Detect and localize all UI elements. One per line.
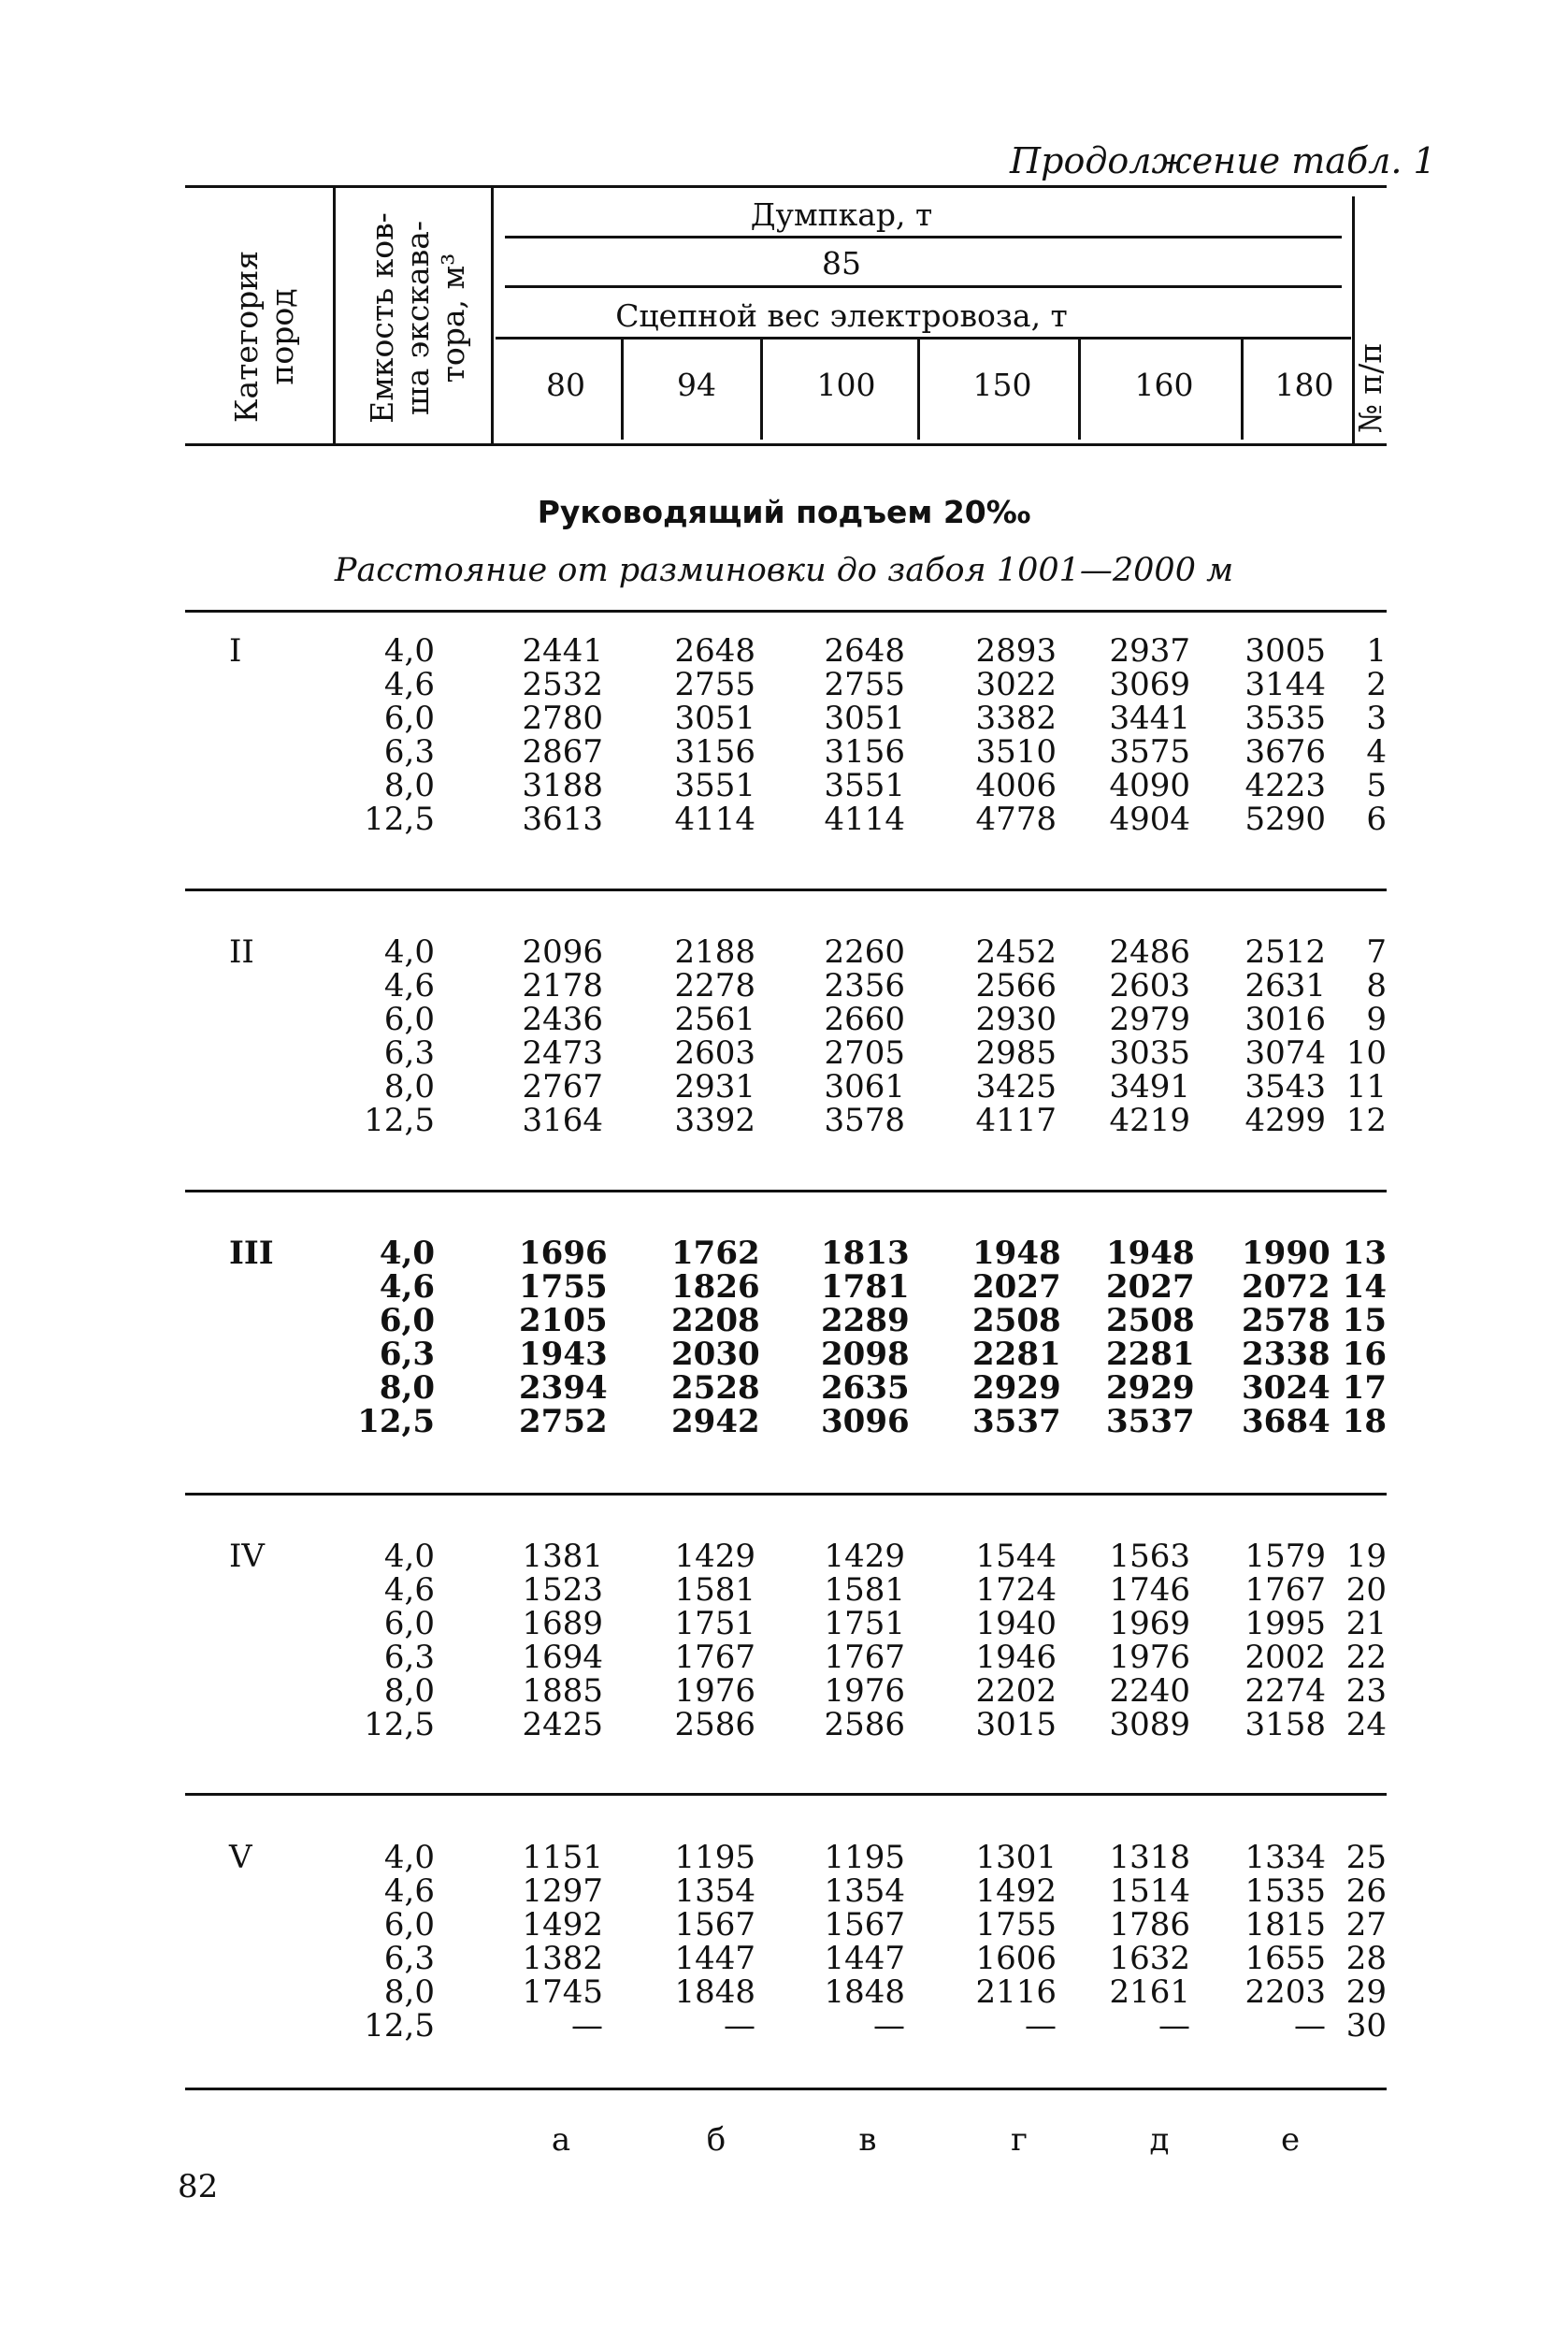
table-cell: 3074 <box>1244 1034 1326 1072</box>
table-cell: 2203 <box>1244 1973 1326 2011</box>
bucket-capacity: 8,0 <box>379 1369 435 1407</box>
category-label: V <box>229 1839 252 1876</box>
table-cell: 2208 <box>671 1302 760 1339</box>
bucket-capacity: 12,5 <box>364 2007 435 2045</box>
table-cell: 3613 <box>522 801 603 838</box>
bucket-capacity: 8,0 <box>383 1672 435 1710</box>
col-letter-a: а <box>551 2121 571 2159</box>
table-cell: 1382 <box>522 1940 603 1977</box>
bucket-capacity: 4,0 <box>383 1538 435 1575</box>
row-number: 26 <box>1345 1872 1387 1910</box>
table-cell: 2929 <box>972 1369 1061 1407</box>
row-number: 18 <box>1342 1403 1387 1440</box>
table-cell: 2281 <box>972 1336 1061 1373</box>
table-cell: 3022 <box>975 666 1057 703</box>
table-cell: 3535 <box>1244 700 1326 737</box>
table-cell: 1563 <box>1109 1538 1190 1575</box>
dumpcar-label: Думпкар, т <box>750 196 933 233</box>
table-cell: 3425 <box>975 1068 1057 1105</box>
continuation-label: Продолжение табл. 1 <box>1010 140 1436 181</box>
bucket-capacity: 4,0 <box>383 933 435 971</box>
table-cell: 2338 <box>1242 1336 1331 1373</box>
table-cell: 2441 <box>522 632 603 670</box>
table-cell: 3051 <box>674 700 755 737</box>
table-cell: 1751 <box>824 1605 905 1642</box>
bucket-capacity: 6,3 <box>383 733 435 771</box>
row-number: 27 <box>1345 1906 1387 1944</box>
row-number: 10 <box>1345 1034 1387 1072</box>
table-cell: 3537 <box>972 1403 1061 1440</box>
table-cell: 2274 <box>1244 1672 1326 1710</box>
row-number: 17 <box>1342 1369 1387 1407</box>
table-cell: 1815 <box>1244 1906 1326 1944</box>
table-cell: 1995 <box>1244 1605 1326 1642</box>
table-cell: 3156 <box>674 733 755 771</box>
table-cell: 3578 <box>824 1102 905 1139</box>
row-number: 6 <box>1366 801 1387 838</box>
bucket-capacity: 4,0 <box>383 632 435 670</box>
table-cell: 3441 <box>1109 700 1190 737</box>
table-cell: 1318 <box>1109 1839 1190 1876</box>
table-cell: 1746 <box>1109 1571 1190 1609</box>
bucket-header-line3: тора, м³ <box>435 253 471 383</box>
table-cell: 2452 <box>975 933 1057 971</box>
table-cell: 1689 <box>522 1605 603 1642</box>
row-number: 28 <box>1345 1940 1387 1977</box>
table-cell: 3061 <box>824 1068 905 1105</box>
table-cell: 2281 <box>1106 1336 1195 1373</box>
table-cell: 4006 <box>975 767 1057 804</box>
bucket-header-line2: ша экскава- <box>399 220 436 416</box>
table-cell: 2780 <box>522 700 603 737</box>
dumpcar-value-rule <box>505 285 1342 288</box>
table-cell: — <box>1025 2007 1057 2045</box>
row-number: 23 <box>1345 1672 1387 1710</box>
table-cell: 1514 <box>1109 1872 1190 1910</box>
table-cell: 2979 <box>1109 1001 1190 1038</box>
loco-divider-5 <box>1241 339 1244 440</box>
table-cell: 4117 <box>975 1102 1057 1139</box>
table-cell: 2425 <box>522 1706 603 1743</box>
table-cell: 2561 <box>674 1001 755 1038</box>
table-cell: 5290 <box>1244 801 1326 838</box>
table-cell: 3575 <box>1109 733 1190 771</box>
table-cell: 2161 <box>1109 1973 1190 2011</box>
table-cell: 1946 <box>975 1639 1057 1676</box>
body-rule-0 <box>185 610 1387 613</box>
table-cell: 1745 <box>522 1973 603 2011</box>
table-cell: 2752 <box>519 1403 608 1440</box>
table-cell: 1535 <box>1244 1872 1326 1910</box>
table-cell: 2578 <box>1242 1302 1331 1339</box>
rownum-header: № п/п <box>1352 342 1388 434</box>
table-cell: 2002 <box>1244 1639 1326 1676</box>
table-cell: 1523 <box>522 1571 603 1609</box>
table-cell: 1655 <box>1244 1940 1326 1977</box>
table-cell: 1694 <box>522 1639 603 1676</box>
table-cell: 2096 <box>522 933 603 971</box>
table-cell: 2356 <box>824 967 905 1004</box>
table-cell: 1567 <box>674 1906 755 1944</box>
row-number: 15 <box>1342 1302 1387 1339</box>
table-cell: 1696 <box>519 1235 608 1272</box>
bucket-capacity: 12,5 <box>364 1102 435 1139</box>
loco-label: Сцепной вес электровоза, т <box>615 297 1068 334</box>
loco-94: 94 <box>677 367 716 403</box>
table-cell: 1301 <box>975 1839 1057 1876</box>
table-cell: 3156 <box>824 733 905 771</box>
table-cell: — <box>724 2007 755 2045</box>
table-cell: 3543 <box>1244 1068 1326 1105</box>
row-number: 21 <box>1345 1605 1387 1642</box>
row-number: 9 <box>1366 1001 1387 1038</box>
table-cell: 1990 <box>1242 1235 1331 1272</box>
table-cell: 4299 <box>1244 1102 1326 1139</box>
table-cell: 1885 <box>522 1672 603 1710</box>
table-cell: 4114 <box>674 801 755 838</box>
header-divider-1 <box>333 187 336 443</box>
table-cell: 2755 <box>824 666 905 703</box>
col-letter-b: б <box>706 2121 726 2159</box>
table-cell: 1767 <box>824 1639 905 1676</box>
table-cell: 1751 <box>674 1605 755 1642</box>
category-label: IV <box>229 1538 265 1575</box>
table-cell: 1826 <box>671 1268 760 1306</box>
table-cell: 2985 <box>975 1034 1057 1072</box>
table-cell: 1567 <box>824 1906 905 1944</box>
table-cell: 2116 <box>975 1973 1057 2011</box>
table-cell: 1948 <box>1106 1235 1195 1272</box>
row-number: 25 <box>1345 1839 1387 1876</box>
table-cell: 2072 <box>1242 1268 1331 1306</box>
table-cell: 1334 <box>1244 1839 1326 1876</box>
bucket-header <box>365 196 477 440</box>
table-cell: 2027 <box>972 1268 1061 1306</box>
table-cell: 2105 <box>519 1302 608 1339</box>
body-rule-4 <box>185 1793 1387 1796</box>
table-cell: 1755 <box>519 1268 608 1306</box>
bucket-capacity: 4,0 <box>379 1235 435 1272</box>
header-top-rule <box>185 185 1387 188</box>
table-cell: 3089 <box>1109 1706 1190 1743</box>
row-number: 11 <box>1345 1068 1387 1105</box>
table-cell: 2635 <box>821 1369 910 1407</box>
table-cell: 1813 <box>821 1235 910 1272</box>
table-cell: 1544 <box>975 1538 1057 1575</box>
loco-divider-1 <box>621 339 624 440</box>
table-cell: 3016 <box>1244 1001 1326 1038</box>
table-cell: 1354 <box>674 1872 755 1910</box>
row-number: 1 <box>1366 632 1387 670</box>
bucket-capacity: 8,0 <box>383 1973 435 2011</box>
row-number: 12 <box>1345 1102 1387 1139</box>
table-cell: 2648 <box>674 632 755 670</box>
loco-160: 160 <box>1134 367 1194 403</box>
table-cell: 2586 <box>674 1706 755 1743</box>
table-cell: 2260 <box>824 933 905 971</box>
bucket-capacity: 6,0 <box>379 1302 435 1339</box>
table-cell: 3510 <box>975 733 1057 771</box>
row-number: 30 <box>1345 2007 1387 2045</box>
table-cell: 2532 <box>522 666 603 703</box>
bucket-capacity: 4,6 <box>379 1268 435 1306</box>
col-letter-e: е <box>1280 2121 1301 2159</box>
table-cell: 1767 <box>1244 1571 1326 1609</box>
distance-subtitle: Расстояние от разминовки до забоя 1001—2000 м <box>334 552 1234 589</box>
table-cell: 4090 <box>1109 767 1190 804</box>
ruling-grade-title: Руководящий подъем 20‰ <box>537 494 1031 530</box>
table-cell: 2508 <box>1106 1302 1195 1339</box>
table-cell: 3051 <box>824 700 905 737</box>
body-rule-2 <box>185 1190 1387 1192</box>
table-cell: 3144 <box>1244 666 1326 703</box>
row-number: 19 <box>1345 1538 1387 1575</box>
bucket-capacity: 6,0 <box>383 1001 435 1038</box>
dumpcar-rule <box>505 236 1342 238</box>
table-cell: 2278 <box>674 967 755 1004</box>
table-cell: 1848 <box>674 1973 755 2011</box>
category-label: III <box>229 1235 274 1272</box>
table-cell: 2648 <box>824 632 905 670</box>
table-cell: 1579 <box>1244 1538 1326 1575</box>
table-cell: 2098 <box>821 1336 910 1373</box>
table-cell: 2893 <box>975 632 1057 670</box>
row-number: 7 <box>1366 933 1387 971</box>
table-cell: 3069 <box>1109 666 1190 703</box>
loco-rule <box>496 337 1351 340</box>
table-cell: 2512 <box>1244 933 1326 971</box>
loco-divider-3 <box>917 339 920 440</box>
loco-divider-2 <box>760 339 763 440</box>
table-cell: 2566 <box>975 967 1057 1004</box>
row-number: 4 <box>1366 733 1387 771</box>
table-cell: 3035 <box>1109 1034 1190 1072</box>
bucket-capacity: 6,3 <box>383 1639 435 1676</box>
table-cell: 1195 <box>674 1839 755 1876</box>
bucket-capacity: 6,0 <box>383 1906 435 1944</box>
body-rule-3 <box>185 1493 1387 1496</box>
table-cell: 1447 <box>674 1940 755 1977</box>
table-cell: 1151 <box>522 1839 603 1876</box>
table-cell: 2528 <box>671 1369 760 1407</box>
table-cell: 2931 <box>674 1068 755 1105</box>
bucket-capacity: 12,5 <box>364 1706 435 1743</box>
row-number: 24 <box>1345 1706 1387 1743</box>
table-cell: 1969 <box>1109 1605 1190 1642</box>
dumpcar-value: 85 <box>822 245 861 282</box>
table-cell: 1943 <box>519 1336 608 1373</box>
row-number: 13 <box>1342 1235 1387 1272</box>
table-cell: 1429 <box>824 1538 905 1575</box>
table-cell: 2394 <box>519 1369 608 1407</box>
table-cell: 2188 <box>674 933 755 971</box>
loco-100: 100 <box>816 367 876 403</box>
table-cell: — <box>571 2007 603 2045</box>
table-cell: 1976 <box>824 1672 905 1710</box>
table-cell: 3676 <box>1244 733 1326 771</box>
category-header-line1: Категория <box>228 250 265 424</box>
bucket-capacity: 8,0 <box>383 767 435 804</box>
table-cell: 1606 <box>975 1940 1057 1977</box>
bucket-capacity: 12,5 <box>357 1403 435 1440</box>
table-cell: 2473 <box>522 1034 603 1072</box>
table-cell: 3158 <box>1244 1706 1326 1743</box>
loco-divider-4 <box>1078 339 1081 440</box>
table-cell: 1492 <box>522 1906 603 1944</box>
table-cell: 3015 <box>975 1706 1057 1743</box>
table-cell: 1948 <box>972 1235 1061 1272</box>
table-cell: 1781 <box>821 1268 910 1306</box>
col-letter-d: д <box>1149 2121 1170 2159</box>
table-cell: 2603 <box>1109 967 1190 1004</box>
category-header <box>229 224 304 449</box>
bucket-capacity: 6,0 <box>383 700 435 737</box>
table-cell: 2603 <box>674 1034 755 1072</box>
table-cell: 2178 <box>522 967 603 1004</box>
bucket-capacity: 8,0 <box>383 1068 435 1105</box>
table-cell: 3491 <box>1109 1068 1190 1105</box>
row-number: 5 <box>1366 767 1387 804</box>
bucket-capacity: 6,0 <box>383 1605 435 1642</box>
table-cell: 4219 <box>1109 1102 1190 1139</box>
table-cell: 4778 <box>975 801 1057 838</box>
table-cell: 3551 <box>824 767 905 804</box>
bucket-capacity: 4,6 <box>383 967 435 1004</box>
category-header-line2: пород <box>264 288 300 385</box>
table-cell: 2631 <box>1244 967 1326 1004</box>
bucket-capacity: 4,0 <box>383 1839 435 1876</box>
table-cell: 2942 <box>671 1403 760 1440</box>
row-number: 22 <box>1345 1639 1387 1676</box>
table-cell: 3537 <box>1106 1403 1195 1440</box>
row-number: 20 <box>1345 1571 1387 1609</box>
table-cell: 4114 <box>824 801 905 838</box>
table-cell: 1195 <box>824 1839 905 1876</box>
bucket-capacity: 4,6 <box>383 1872 435 1910</box>
table-cell: 2755 <box>674 666 755 703</box>
row-number: 8 <box>1366 967 1387 1004</box>
table-cell: 3392 <box>674 1102 755 1139</box>
bucket-capacity: 4,6 <box>383 666 435 703</box>
table-cell: 3684 <box>1242 1403 1331 1440</box>
table-cell: 2027 <box>1106 1268 1195 1306</box>
header-bottom-rule <box>185 443 1387 446</box>
table-cell: 1581 <box>674 1571 755 1609</box>
table-cell: 1492 <box>975 1872 1057 1910</box>
table-cell: 3024 <box>1242 1369 1331 1407</box>
row-number: 29 <box>1345 1973 1387 2011</box>
table-cell: 4223 <box>1244 767 1326 804</box>
loco-150: 150 <box>972 367 1032 403</box>
table-cell: 2289 <box>821 1302 910 1339</box>
table-cell: 3096 <box>821 1403 910 1440</box>
bucket-capacity: 6,3 <box>383 1940 435 1977</box>
table-cell: 2767 <box>522 1068 603 1105</box>
bucket-capacity: 4,6 <box>383 1571 435 1609</box>
table-cell: 2867 <box>522 733 603 771</box>
bucket-capacity: 12,5 <box>364 801 435 838</box>
bucket-header-line1: Емкость ков- <box>364 212 400 424</box>
table-cell: 1354 <box>824 1872 905 1910</box>
table-cell: — <box>873 2007 905 2045</box>
body-rule-1 <box>185 889 1387 891</box>
row-number: 16 <box>1342 1336 1387 1373</box>
table-cell: 2586 <box>824 1706 905 1743</box>
table-cell: 2240 <box>1109 1672 1190 1710</box>
table-cell: 2486 <box>1109 933 1190 971</box>
table-cell: 1724 <box>975 1571 1057 1609</box>
table-cell: 2937 <box>1109 632 1190 670</box>
table-cell: 1786 <box>1109 1906 1190 1944</box>
loco-80: 80 <box>546 367 585 403</box>
page-number: 82 <box>178 2168 219 2205</box>
table-cell: 1632 <box>1109 1940 1190 1977</box>
table-cell: 3005 <box>1244 632 1326 670</box>
table-cell: — <box>1158 2007 1190 2045</box>
row-number: 14 <box>1342 1268 1387 1306</box>
table-cell: 1848 <box>824 1973 905 2011</box>
table-cell: 2929 <box>1106 1369 1195 1407</box>
table-cell: 3164 <box>522 1102 603 1139</box>
col-letter-g: г <box>1011 2121 1028 2159</box>
table-cell: 1755 <box>975 1906 1057 1944</box>
category-label: II <box>229 933 254 971</box>
table-cell: 2660 <box>824 1001 905 1038</box>
table-cell: 3382 <box>975 700 1057 737</box>
table-cell: 1297 <box>522 1872 603 1910</box>
table-cell: 3551 <box>674 767 755 804</box>
body-rule-5 <box>185 2088 1387 2090</box>
bucket-capacity: 6,3 <box>379 1336 435 1373</box>
table-cell: 1762 <box>671 1235 760 1272</box>
table-cell: 2202 <box>975 1672 1057 1710</box>
table-cell: 3188 <box>522 767 603 804</box>
table-cell: 1429 <box>674 1538 755 1575</box>
table-cell: 2930 <box>975 1001 1057 1038</box>
table-cell: 2030 <box>671 1336 760 1373</box>
loco-180: 180 <box>1274 367 1334 403</box>
table-cell: 1381 <box>522 1538 603 1575</box>
table-cell: 1976 <box>1109 1639 1190 1676</box>
bucket-capacity: 6,3 <box>383 1034 435 1072</box>
table-cell: 4904 <box>1109 801 1190 838</box>
table-cell: 1581 <box>824 1571 905 1609</box>
table-cell: 2705 <box>824 1034 905 1072</box>
table-cell: 2436 <box>522 1001 603 1038</box>
table-cell: 1447 <box>824 1940 905 1977</box>
col-letter-v: в <box>858 2121 877 2159</box>
category-label: I <box>229 632 242 670</box>
row-number: 3 <box>1366 700 1387 737</box>
table-cell: 1767 <box>674 1639 755 1676</box>
table-cell: — <box>1294 2007 1326 2045</box>
header-divider-2 <box>491 187 494 443</box>
row-number: 2 <box>1366 666 1387 703</box>
table-cell: 1976 <box>674 1672 755 1710</box>
table-cell: 2508 <box>972 1302 1061 1339</box>
table-cell: 1940 <box>975 1605 1057 1642</box>
